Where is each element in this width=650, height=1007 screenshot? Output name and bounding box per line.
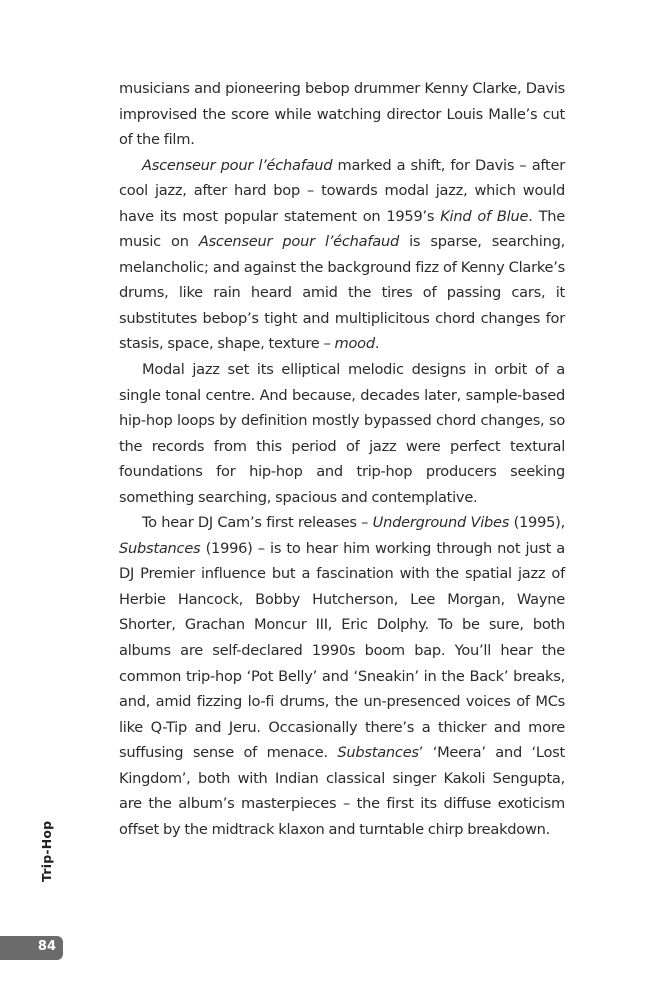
text-run: (1996) – is to hear him working through not just a DJ Premier influence but a fascination with the spatial jazz of Herbie Hancock, Bobby Hutcherson, Lee Morgan, Wayne Shorter, Grachan Moncur III, Eric Dolphy. To be sure, both albums are self-declared 1990s boom bap. You’ll hear the common trip-hop ‘Pot Belly’ and ‘Sneakin’ in the Back’ breaks, and, amid fizzing lo-fi drums, the un-presenced voices of MCs like Q-Tip and Jeru. Occasionally there’s a thicker and more suffusing sense of menace. bbox=[119, 539, 565, 762]
paragraph-4 bbox=[119, 510, 565, 842]
paragraph-3 bbox=[119, 357, 565, 510]
text-run: (1995), bbox=[509, 514, 565, 532]
italic-title: mood bbox=[334, 335, 375, 353]
page-number-tab bbox=[0, 936, 63, 960]
text-run: ’ ‘Meera’ and ‘Lost Kingdom’, both with Indian classical singer Kakoli Sengupta, are the album’s masterpieces – the first its diffuse exoticism offset by the midtrack klaxon and turntable chirp breakdown. bbox=[119, 744, 565, 838]
italic-title: Kind of Blue bbox=[440, 207, 529, 225]
text-run: is sparse, searching, melancholic; and against the background fizz of Kenny Clarke’s drums, like rain heard amid the tires of passing cars, it substitutes bebop’s tight and multiplicitous chord changes for stasis, space, shape, texture – bbox=[119, 233, 565, 353]
italic-title: Underground Vibes bbox=[372, 514, 510, 532]
text-run: musicians and pioneering bebop drummer Kenny Clarke, Davis improvised the score while watching director Louis Malle’s cut of the film. bbox=[119, 80, 565, 149]
running-section-label: Trip-Hop bbox=[39, 820, 54, 882]
text-run: To hear DJ Cam’s first releases – bbox=[142, 514, 373, 532]
text-run: Modal jazz set its elliptical melodic designs in orbit of a single tonal centre. And because, decades later, sample-based hip-hop loops by definition mostly bypassed chord changes, so the records from this period of jazz were perfect textural foundations for hip-hop and trip-hop producers seeking something searching, spacious and contemplative. bbox=[119, 361, 565, 506]
italic-title: Ascenseur pour l’échafaud bbox=[142, 156, 333, 174]
text-run: . The music on bbox=[119, 207, 565, 251]
paragraph-1 bbox=[119, 76, 565, 153]
page-number: 84 bbox=[37, 939, 56, 954]
body-text bbox=[119, 76, 565, 842]
text-run: marked a shift, for Davis – after cool jazz, after hard bop – towards modal jazz, which would have its most popular statement on 1959’s bbox=[119, 156, 565, 225]
text-run: . bbox=[374, 335, 380, 353]
italic-title: Substances bbox=[119, 539, 201, 557]
italic-title: Ascenseur pour l’échafaud bbox=[198, 233, 399, 251]
italic-title: Substances bbox=[337, 744, 419, 762]
paragraph-2 bbox=[119, 153, 565, 357]
